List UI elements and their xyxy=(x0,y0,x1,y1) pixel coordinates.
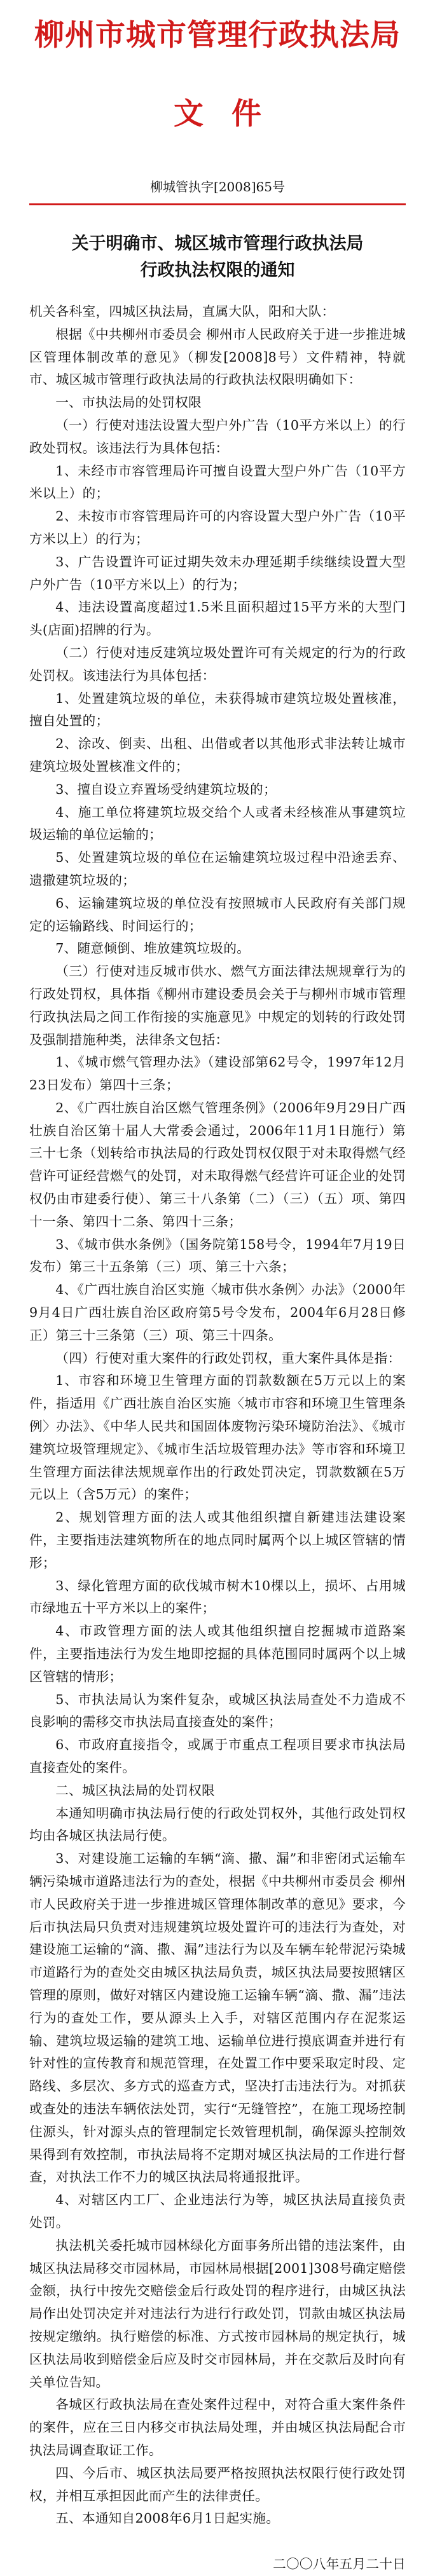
body-paragraph: 4、施工单位将建筑垃圾交给个人或者未经核准从事建筑垃圾运输的单位运输的； xyxy=(29,804,406,843)
body-paragraph: 3、广告设置许可证过期失效未办理延期手续继续设置大型户外广告（10平方米以上）的行为； xyxy=(29,554,406,592)
body-paragraph: 3、对建设施工运输的车辆“滴、撒、漏”和非密闭式运输车辆污染城市道路违法行为的查处，根据《中共柳州市委员会 柳州市人民政府关于进一步推进城区管理体制改革的意见》要求，今后市执法局只负责对违规建筑垃圾处置许可的违法行为查处，对建设施工运输的“滴、撒、漏”违法行为以及车辆车轮带泥污染城市道路行为的查处交由城区执法局负责，城区执法局要按照辖区管理的原则，做好对辖区内建设施工运输车辆“滴、撒、漏”违法行为的查处工作，要从源头上入手，对辖区范围内存在泥浆运输、建筑垃圾运输的建筑工地、运输单位进行摸底调查并进行有针对性的宣传教育和规范管理，在处置工作中要采取定时段、定路线、多层次、多方式的巡查方式，坚决打击违法行为。对抓获或查处的违法车辆依法处罚，实行“无缝管控”，在施工现场控制住源头，针对源头点的管理制定长效管理机制，确保源头控制效果得到有效控制，市执法局将不定期对城区执法局的工作进行督查，对执法工作不力的城区执法局将通报批评。 xyxy=(29,1851,406,2185)
body-paragraph: 2、《广西壮族自治区燃气管理条例》（2006年9月29日广西壮族自治区第十届人大常委会通过，2006年11月1日施行）第三十七条（划转给市执法局的行政处罚权仅限于对未取得燃气经营许可证经营燃气的处罚，对未取得燃气经营许可证企业的处罚权仍由市建委行使）、第三十八条第（二）（三）（五）项、第四十一条、第四十二条、第四十三条； xyxy=(29,1100,406,1229)
body-paragraph: （四）行使对重大案件的行政处罚权，重大案件具体是指： xyxy=(55,1350,401,1366)
body-paragraph: 五、本通知自2008年6月1日起实施。 xyxy=(55,2511,280,2526)
body-paragraph: 1、未经市市容管理局许可擅自设置大型户外广告（10平方米以上）的； xyxy=(29,463,406,501)
body-paragraph: 根据《中共柳州市委员会 柳州市人民政府关于进一步推进城区管理体制改革的意见》（柳发[2008]8号）文件精神，特就市、城区城市管理行政执法局的行政执法权限明确如下： xyxy=(29,326,406,388)
body-paragraph: （二）行使对违反建筑垃圾处置许可有关规定的行为的行政处罚权。该违法行为具体包括： xyxy=(29,644,406,683)
body-paragraph: 1、《城市燃气管理办法》（建设部第62号令，1997年12月23日发布）第四十三条； xyxy=(29,1054,406,1093)
paragraph-list xyxy=(29,324,406,2530)
body-paragraph: 5、市执法局认为案件复杂，或城区执法局查处不力造成不良影响的需移交市执法局直接查处的案件； xyxy=(29,1691,406,1730)
body-paragraph: （一）行使对违法设置大型户外广告（10平方米以上）的行政处罚权。该违法行为具体包括： xyxy=(29,417,406,456)
notice-title-line-1: 关于明确市、城区城市管理行政执法局 xyxy=(71,234,364,254)
body-paragraph: 6、市政府直接指令，或属于市重点工程项目要求市执法局直接查处的案件。 xyxy=(29,1737,406,1775)
body-paragraph: 4、《广西壮族自治区实施〈城市供水条例〉办法》（2000年9月4日广西壮族自治区政府第5号令发布，2004年6月28日修正）第三十三条第（三）项、第三十四条。 xyxy=(29,1282,406,1343)
salutation: 机关各科室，四城区执法局，直属大队，阳和大队： xyxy=(29,304,335,319)
org-title: 柳州市城市管理行政执法局 xyxy=(34,18,401,53)
body-paragraph: 执法机关委托城市园林绿化方面事务所出错的违法案件，由城区执法局移交市园林局，市园林局根据[2001]308号确定赔偿金额，执行中按先交赔偿金后行政处罚的程序进行，由城区执法局作出处罚决定并对违法行为进行行政处罚，罚款由城区执法局按规定缴纳。执行赔偿的标准、方式按市园林局的规定执行，城区执法局收到赔偿金后应及时交市园林局，并在交款后及时向有关单位告知。 xyxy=(29,2237,406,2390)
body-paragraph: 二、城区执法局的处罚权限 xyxy=(55,1782,215,1798)
notice-title xyxy=(29,231,406,284)
notice-body xyxy=(29,301,406,2530)
body-paragraph: 各城区行政执法局在查处案件过程中，对符合重大案件条件的案件，应在三日内移交市执法局处理，并由城区执法局配合市执法局调查取证工作。 xyxy=(29,2397,406,2458)
body-paragraph: 1、处置建筑垃圾的单位，未获得城市建筑垃圾处置核准，擅自处置的； xyxy=(29,690,406,729)
red-divider-line xyxy=(29,203,406,205)
doc-number: 柳城管执字[2008]65号 xyxy=(150,179,285,194)
body-paragraph: 3、绿化管理方面的砍伐城市树木10棵以上，损坏、占用城市绿地五十平方米以上的案件； xyxy=(29,1578,406,1616)
body-paragraph: 3、擅自设立弃置场受纳建筑垃圾的； xyxy=(55,781,277,797)
body-paragraph: 1、市容和环境卫生管理方面的罚款数额在5万元以上的案件，指适用《广西壮族自治区实施〈城市市容和环境卫生管理条例〉办法》、《中华人民共和国固体废物污染环境防治法》、《城市建筑垃圾管理规定》、《城市生活垃圾管理办法》等市容和环境卫生管理方面法律法规规章作出的行政处罚决定，罚款数额在5万元以上（含5万元）的案件； xyxy=(29,1373,406,1503)
body-paragraph: 4、市政管理方面的法人或其他组织擅自挖掘城市道路案件，主要指违法行为发生地即挖掘的具体范围同时属两个以上城区管辖的情形； xyxy=(29,1623,406,1684)
doc-title: 文件 xyxy=(174,97,289,132)
body-paragraph: 本通知明确市执法局行使的行政处罚权外，其他行政处罚权均由各城区执法局行使。 xyxy=(29,1805,406,1844)
body-paragraph: 4、对辖区内工厂、企业违法行为等，城区执法局直接负责处罚。 xyxy=(29,2192,406,2230)
issue-date: 二〇〇八年五月二十日 xyxy=(273,2556,406,2572)
body-paragraph: 3、《城市供水条例》（国务院第158号令，1994年7月19日发布）第三十五条第（三）项、第三十六条； xyxy=(29,1236,406,1275)
body-paragraph: 7、随意倾倒、堆放建筑垃圾的。 xyxy=(55,941,251,957)
body-paragraph: 6、运输建筑垃圾的单位没有按照城市人民政府有关部门规定的运输路线、时间运行的； xyxy=(29,895,406,934)
notice-title-line-2: 行政执法权限的通知 xyxy=(140,261,295,280)
body-paragraph: 2、涂改、倒卖、出租、出借或者以其他形式非法转让城市建筑垃圾处置核准文件的； xyxy=(29,736,406,774)
body-paragraph: 2、规划管理方面的法人或其他组织擅自新建违法建设案件，主要指违法建筑物所在的地点同时属两个以上城区管辖的情形； xyxy=(29,1509,406,1571)
body-paragraph: 一、市执法局的处罚权限 xyxy=(55,395,202,411)
body-paragraph: 5、处置建筑垃圾的单位在运输建筑垃圾过程中沿途丢弃、遗撒建筑垃圾的； xyxy=(29,850,406,888)
body-paragraph: 四、今后市、城区执法局要严格按照执法权限行使行政处罚权，并相互承担因此而产生的法律责任。 xyxy=(29,2465,406,2504)
body-paragraph: 4、违法设置高度超过1.5米且面积超过15平方米的大型门头(店面)招牌的行为。 xyxy=(29,599,406,638)
body-paragraph: 2、未按市市容管理局许可的内容设置大型户外广告（10平方米以上）的行为； xyxy=(29,508,406,547)
body-paragraph: （三）行使对违反城市供水、燃气方面法律法规规章行为的行政处罚权，具体指《柳州市建设委员会关于与柳州市城市管理行政执法局之间工作衔接的实施意见》中规定的划转的行政处罚及强制措施种类，法律条文包括： xyxy=(29,964,406,1047)
